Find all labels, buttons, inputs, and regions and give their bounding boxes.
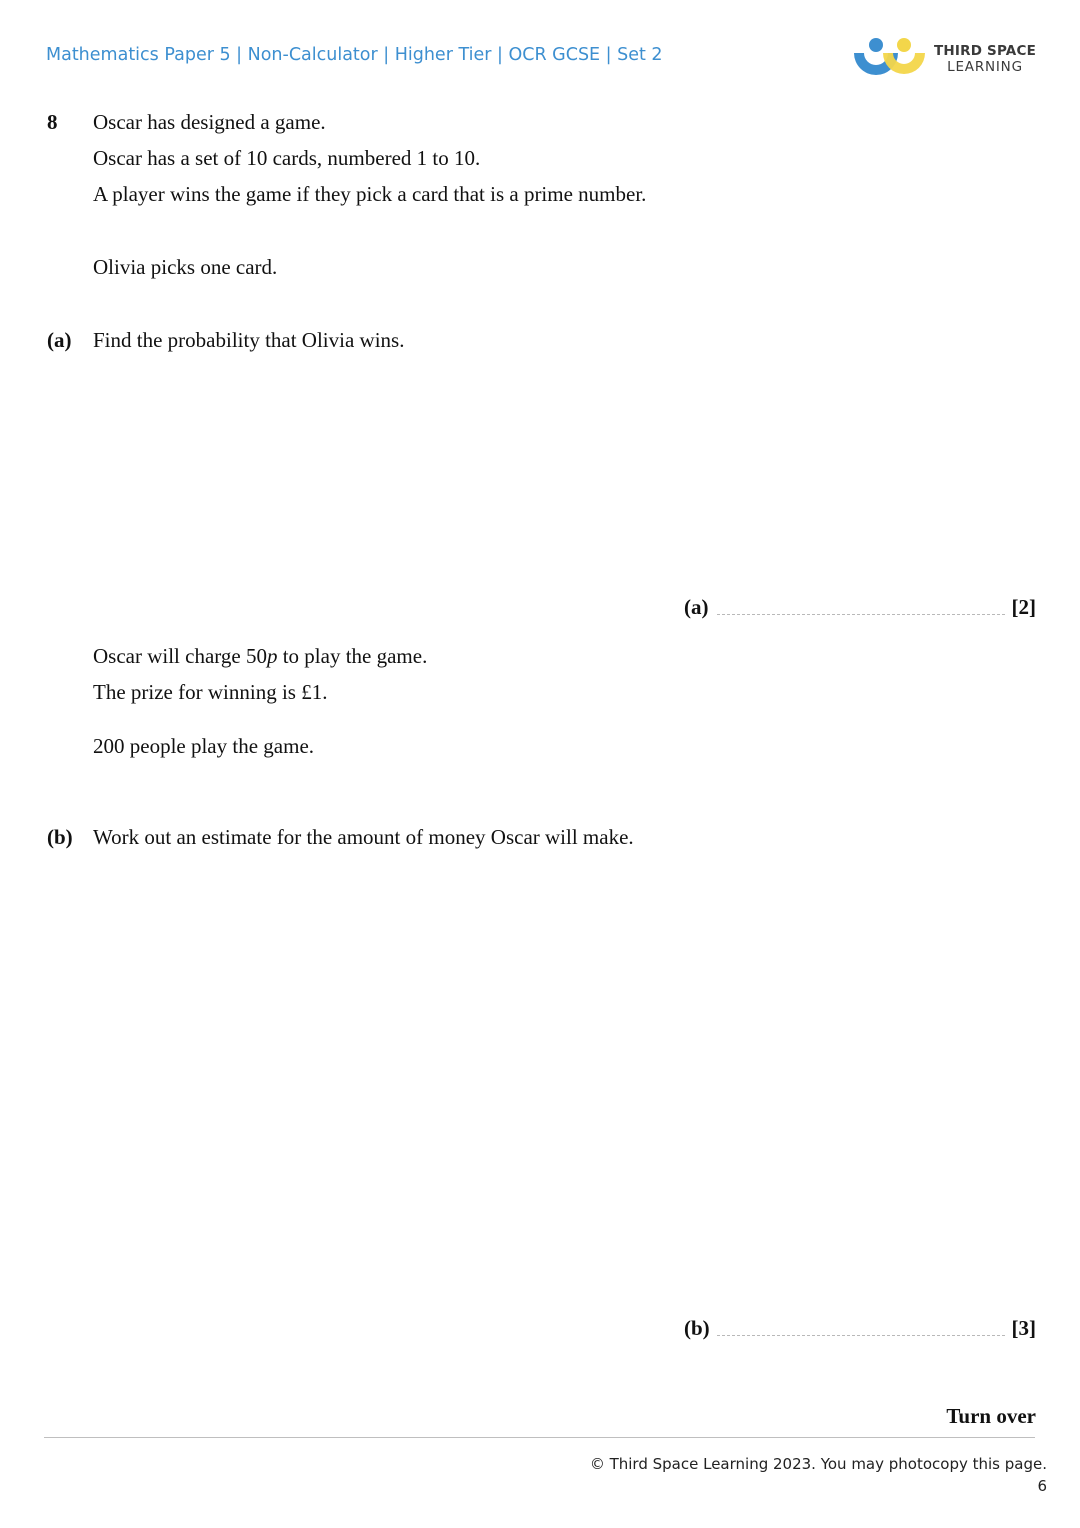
info-line-1 <box>93 644 427 668</box>
part-a-answer-label: (a) <box>684 595 709 619</box>
part-b-answer-row <box>684 1316 1036 1344</box>
info-line-3: 200 people play the game. <box>93 734 315 758</box>
turn-over-label: Turn over <box>946 1404 1036 1428</box>
footer-divider <box>44 1437 1035 1438</box>
intro-line-1: Oscar has designed a game. <box>93 110 326 134</box>
part-b-answer-line[interactable] <box>717 1335 1005 1336</box>
part-a-label: (a) <box>47 328 72 352</box>
info-line-1-pre: Oscar will charge 50 <box>93 644 267 668</box>
intro-line-3: A player wins the game if they pick a card that is a prime number. <box>93 182 647 206</box>
page-number: 6 <box>1037 1477 1047 1495</box>
part-b-marks: [3] <box>1011 1316 1036 1340</box>
part-b-text: Work out an estimate for the amount of money Oscar will make. <box>93 825 634 849</box>
intro-line-2: Oscar has a set of 10 cards, numbered 1 to 10. <box>93 146 481 170</box>
footer-copyright: © Third Space Learning 2023. You may photocopy this page. <box>589 1455 1047 1473</box>
part-a-text: Find the probability that Olivia wins. <box>93 328 405 352</box>
logo-line-2: LEARNING <box>947 59 1023 75</box>
logo-wordmark <box>934 43 1036 75</box>
info-line-1-variable: p <box>266 644 278 668</box>
intro-line-4: Olivia picks one card. <box>93 255 278 279</box>
part-b-answer-label: (b) <box>684 1316 710 1340</box>
part-a-answer-row <box>684 595 1036 623</box>
part-b-label: (b) <box>47 825 73 849</box>
info-line-1-post: to play the game. <box>277 644 428 668</box>
question-number: 8 <box>47 110 58 134</box>
brand-logo <box>852 34 1042 82</box>
part-a-marks: [2] <box>1011 595 1036 619</box>
header-title: Mathematics Paper 5 | Non-Calculator | Higher Tier | OCR GCSE | Set 2 <box>46 45 663 65</box>
info-line-2: The prize for winning is £1. <box>93 680 328 704</box>
part-a-answer-line[interactable] <box>717 614 1005 615</box>
logo-line-1: THIRD SPACE <box>934 43 1036 59</box>
logo-mark-icon <box>852 34 932 82</box>
